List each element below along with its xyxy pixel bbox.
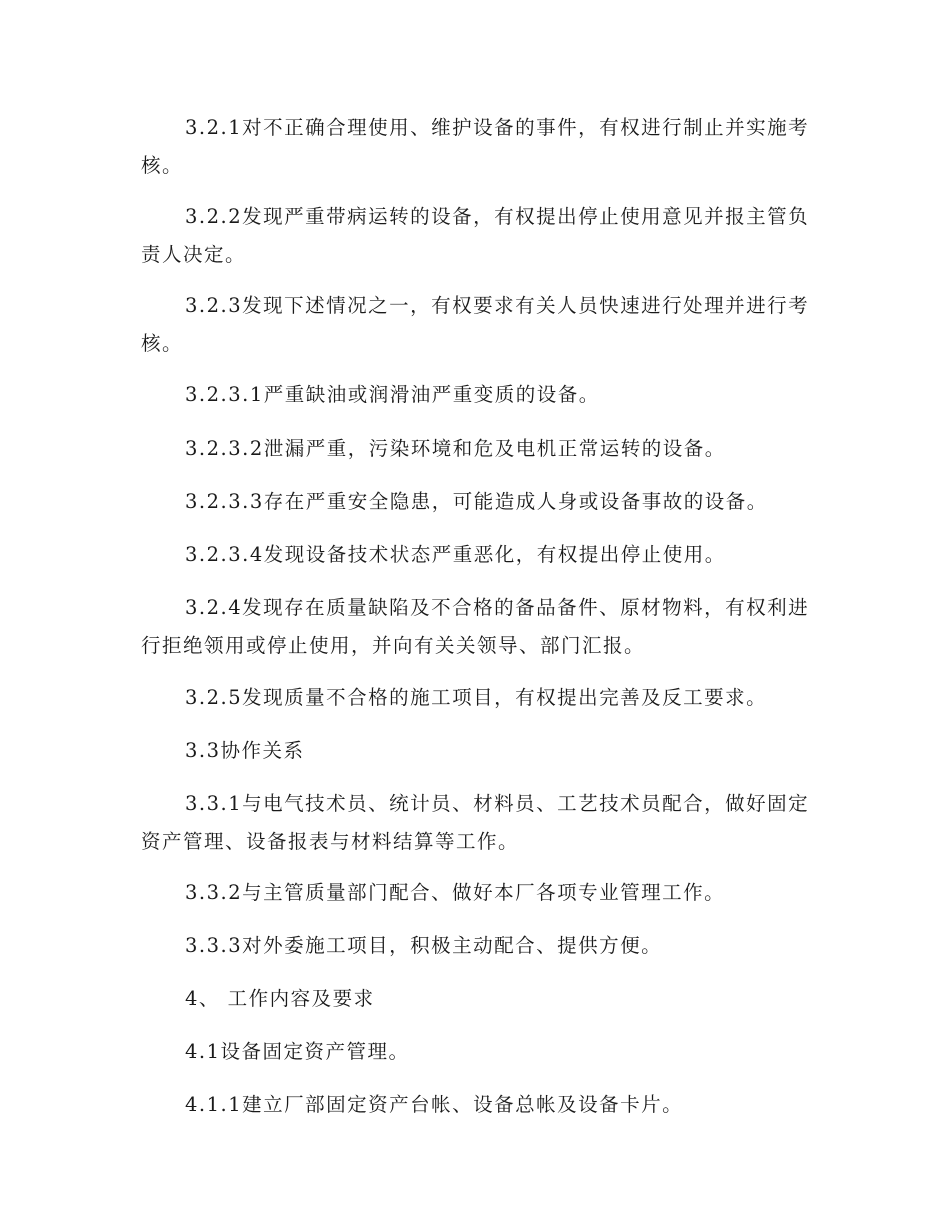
paragraph-4-1-1: 4.1.1建立厂部固定资产台帐、设备总帐及设备卡片。 [185, 1093, 684, 1116]
paragraph-3-3-3: 3.3.3对外委施工项目，积极主动配合、提供方便。 [185, 934, 663, 957]
paragraph-3-2-5: 3.2.5发现质量不合格的施工项目，有权提出完善及反工要求。 [185, 686, 768, 709]
heading-3-3: 3.3协作关系 [185, 739, 305, 762]
paragraph-3-3-2: 3.3.2与主管质量部门配合、做好本厂各项专业管理工作。 [185, 881, 726, 904]
paragraph-3-2-3-2: 3.2.3.2泄漏严重，污染环境和危及电机正常运转的设备。 [185, 437, 726, 460]
paragraph-3-2-3-3: 3.2.3.3存在严重安全隐患，可能造成人身或设备事故的设备。 [185, 490, 768, 513]
paragraph-3-2-3-4: 3.2.3.4发现设备技术状态严重恶化，有权提出停止使用。 [185, 543, 726, 566]
paragraph-3-2-4: 3.2.4发现存在质量缺陷及不合格的备品备件、原材物料，有权利进行拒绝领用或停止使用，并向有关关领导、部门汇报。 [141, 596, 810, 657]
paragraph-3-2-3-1: 3.2.3.1严重缺油或润滑油严重变质的设备。 [185, 383, 600, 406]
paragraph-3-2-2: 3.2.2发现严重带病运转的设备，有权提出停止使用意见并报主管负责人决定。 [141, 205, 810, 266]
paragraph-3-3-1: 3.3.1与电气技术员、统计员、材料员、工艺技术员配合，做好固定资产管理、设备报表与材料结算等工作。 [141, 792, 810, 853]
paragraph-3-2-3: 3.2.3发现下述情况之一，有权要求有关人员快速进行处理并进行考核。 [141, 294, 810, 355]
heading-4: 4、 工作内容及要求 [185, 987, 375, 1010]
paragraph-3-2-1: 3.2.1对不正确合理使用、维护设备的事件，有权进行制止并实施考核。 [141, 116, 810, 177]
heading-4-1: 4.1设备固定资产管理。 [185, 1040, 410, 1063]
